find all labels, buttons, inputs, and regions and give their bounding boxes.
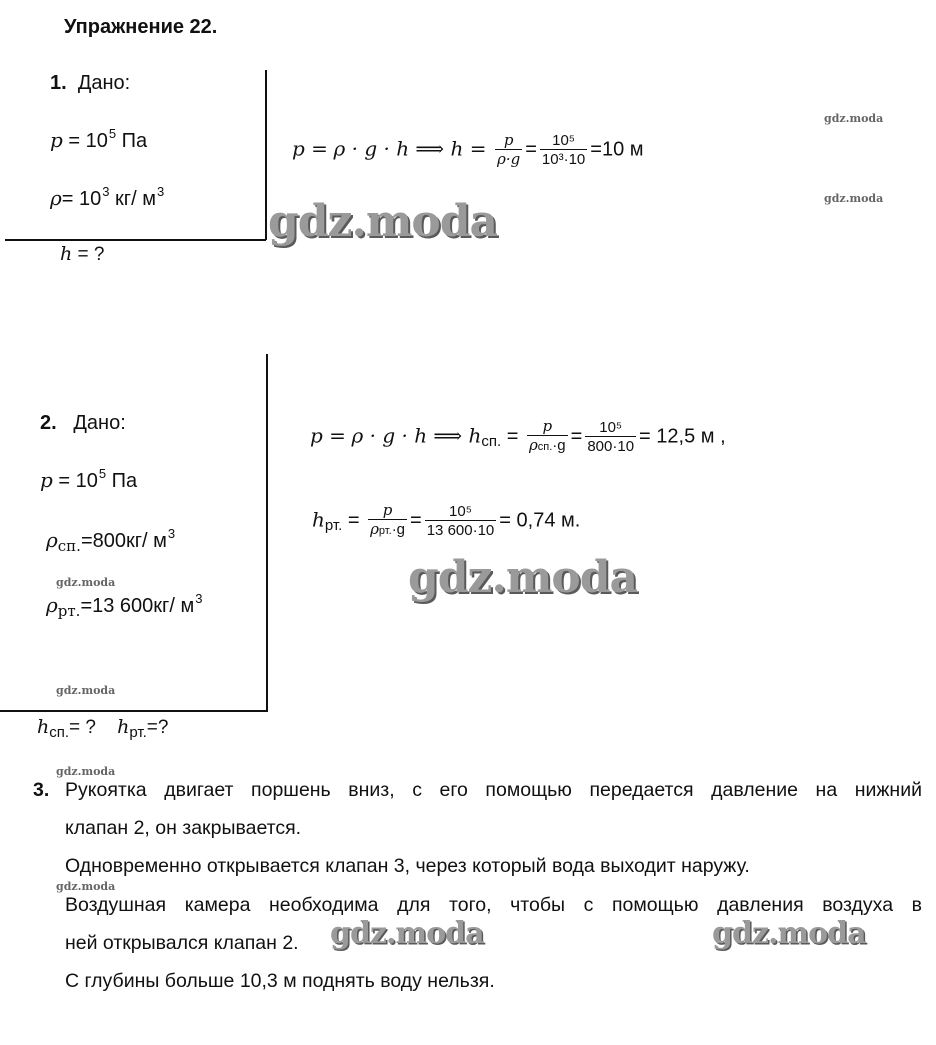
height-subscript: сп.: [49, 724, 70, 741]
pressure-symbol: p: [40, 468, 53, 492]
pressure-exponent: 5: [108, 126, 117, 141]
task1-find: [60, 243, 104, 266]
equals-sign: =: [347, 509, 360, 532]
task2-horizontal-divider: [0, 710, 268, 712]
height-unknown: =?: [146, 717, 169, 738]
fraction-p-over-rho-g: [495, 132, 522, 168]
watermark-small: gdz.moda: [56, 765, 116, 778]
result-value: =10 м: [590, 138, 644, 161]
watermark-small: gdz.moda: [56, 684, 116, 697]
fraction-p-over-rho-g: [368, 502, 407, 540]
density-exponent: 3: [167, 526, 176, 541]
fraction-numerator: 10⁵: [449, 503, 472, 520]
fraction-denominator: 13 600·10: [426, 522, 495, 539]
height-symbol: h: [117, 716, 130, 738]
pressure-unit: Па: [111, 470, 138, 492]
task3-line2: клапан 2, он закрывается.: [65, 817, 302, 839]
watermark-small: gdz.moda: [824, 112, 884, 125]
task2-vertical-divider: [266, 354, 268, 711]
rho-symbol: ρ: [370, 520, 379, 538]
eq-mid: ρ · g · h ⟹ h: [351, 423, 482, 448]
eq-left: p =: [292, 136, 328, 161]
density-value: = 10: [61, 188, 102, 210]
fraction-numerator: p: [542, 417, 553, 435]
height-symbol: h: [37, 716, 50, 738]
task2-given-label: Дано:: [73, 412, 126, 434]
task1-vertical-divider: [265, 70, 267, 240]
task3-line5: ней открывался клапан 2.: [65, 932, 299, 954]
density-unit-exponent: 3: [156, 184, 165, 199]
fraction-values: [540, 132, 587, 168]
fraction-numerator: p: [503, 131, 514, 149]
pressure-value: = 10: [58, 470, 98, 492]
equals-sign: =: [570, 425, 583, 448]
height-subscript: рт.: [129, 724, 147, 741]
task2-given-pressure: [40, 468, 137, 493]
watermark-small: gdz.moda: [824, 192, 884, 205]
task1-number: 1.: [50, 72, 67, 94]
eq-left: p =: [310, 423, 346, 448]
task2-given-density-mercury: [46, 593, 202, 618]
fraction-denominator: [527, 435, 568, 456]
watermark-small: gdz.moda: [56, 880, 116, 893]
task3-line3: Одновременно открывается клапан 3, через который вода выходит наружу.: [65, 855, 750, 877]
task1-given-label: Дано:: [77, 72, 131, 94]
watermark-logo: gdz.moda: [268, 196, 498, 247]
task1-given-density: [50, 186, 164, 211]
equals-sign: =: [506, 425, 519, 448]
pressure-symbol: p: [50, 128, 63, 152]
height-unknown: = ?: [77, 244, 105, 265]
density-symbol: ρ: [46, 593, 58, 617]
fraction-denominator: 800·10: [587, 438, 635, 455]
task2-solution-line2: [312, 502, 580, 540]
fraction-values: [425, 503, 497, 539]
task2-find: [37, 716, 168, 739]
task2-given: [40, 412, 126, 435]
task1-given: [50, 72, 130, 95]
fraction-p-over-rho-g: [527, 418, 568, 456]
density-value: =800кг/ м: [80, 530, 167, 552]
fraction-denominator: ρ·g: [497, 150, 521, 168]
pressure-exponent: 5: [98, 466, 107, 481]
density-subscript: рт.: [57, 602, 81, 620]
fraction-numerator: p: [382, 501, 393, 519]
eq-subscript: сп.: [481, 433, 502, 451]
task2-given-density-kerosene: [46, 528, 175, 553]
pressure-unit: Па: [121, 130, 148, 152]
density-symbol: ρ: [46, 528, 58, 552]
height-symbol: h: [312, 507, 325, 532]
fraction-numerator: 10⁵: [599, 419, 623, 436]
task1-given-pressure: [50, 128, 147, 153]
density-value: =13 600кг/ м: [80, 595, 195, 617]
task2-solution-line1: [310, 418, 726, 456]
pressure-value: = 10: [68, 130, 108, 152]
result-value: = 0,74 м.: [499, 509, 581, 532]
equals-sign: =: [410, 509, 422, 532]
density-exponent: 3: [102, 184, 110, 199]
watermark-logo: gdz.moda: [712, 916, 866, 951]
watermark-logo: gdz.moda: [408, 552, 638, 603]
task3-line4: Воздушная камера необходима для того, чтобы с помощью давления воздуха в: [65, 894, 922, 916]
g-factor: ·g: [552, 437, 566, 454]
task3-line6: С глубины больше 10,3 м поднять воду нельзя.: [65, 970, 495, 992]
density-symbol: ρ: [50, 186, 62, 210]
fraction-values: [585, 419, 636, 455]
task3-line1: Рукоятка двигает поршень вниз, с его помощью передается давление на нижний: [65, 779, 922, 801]
rho-symbol: ρ: [528, 436, 538, 454]
fraction-numerator: 10⁵: [552, 132, 576, 149]
watermark-small: gdz.moda: [56, 576, 116, 589]
height-subscript: рт.: [324, 517, 343, 535]
height-symbol: h: [60, 243, 73, 265]
exercise-title: Упражнение 22.: [64, 16, 218, 38]
task2-number: 2.: [40, 412, 57, 434]
task1-solution: [292, 132, 644, 168]
task1-horizontal-divider: [5, 239, 266, 241]
density-exponent: 3: [195, 591, 203, 606]
eq-mid: ρ · g · h ⟹ h =: [333, 136, 487, 161]
rho-subscript: сп.: [537, 441, 553, 453]
equals-sign: =: [525, 138, 537, 161]
g-factor: ·g: [391, 521, 406, 538]
fraction-denominator: [368, 519, 407, 540]
rho-subscript: рт.: [378, 525, 392, 537]
task3-number: 3.: [33, 779, 50, 801]
height-unknown: = ?: [69, 717, 96, 738]
density-unit: кг/ м: [115, 188, 156, 210]
watermark-logo: gdz.moda: [330, 916, 484, 951]
result-value: = 12,5 м ,: [639, 425, 726, 448]
density-subscript: сп.: [57, 537, 81, 555]
fraction-denominator: 10³·10: [541, 151, 586, 168]
